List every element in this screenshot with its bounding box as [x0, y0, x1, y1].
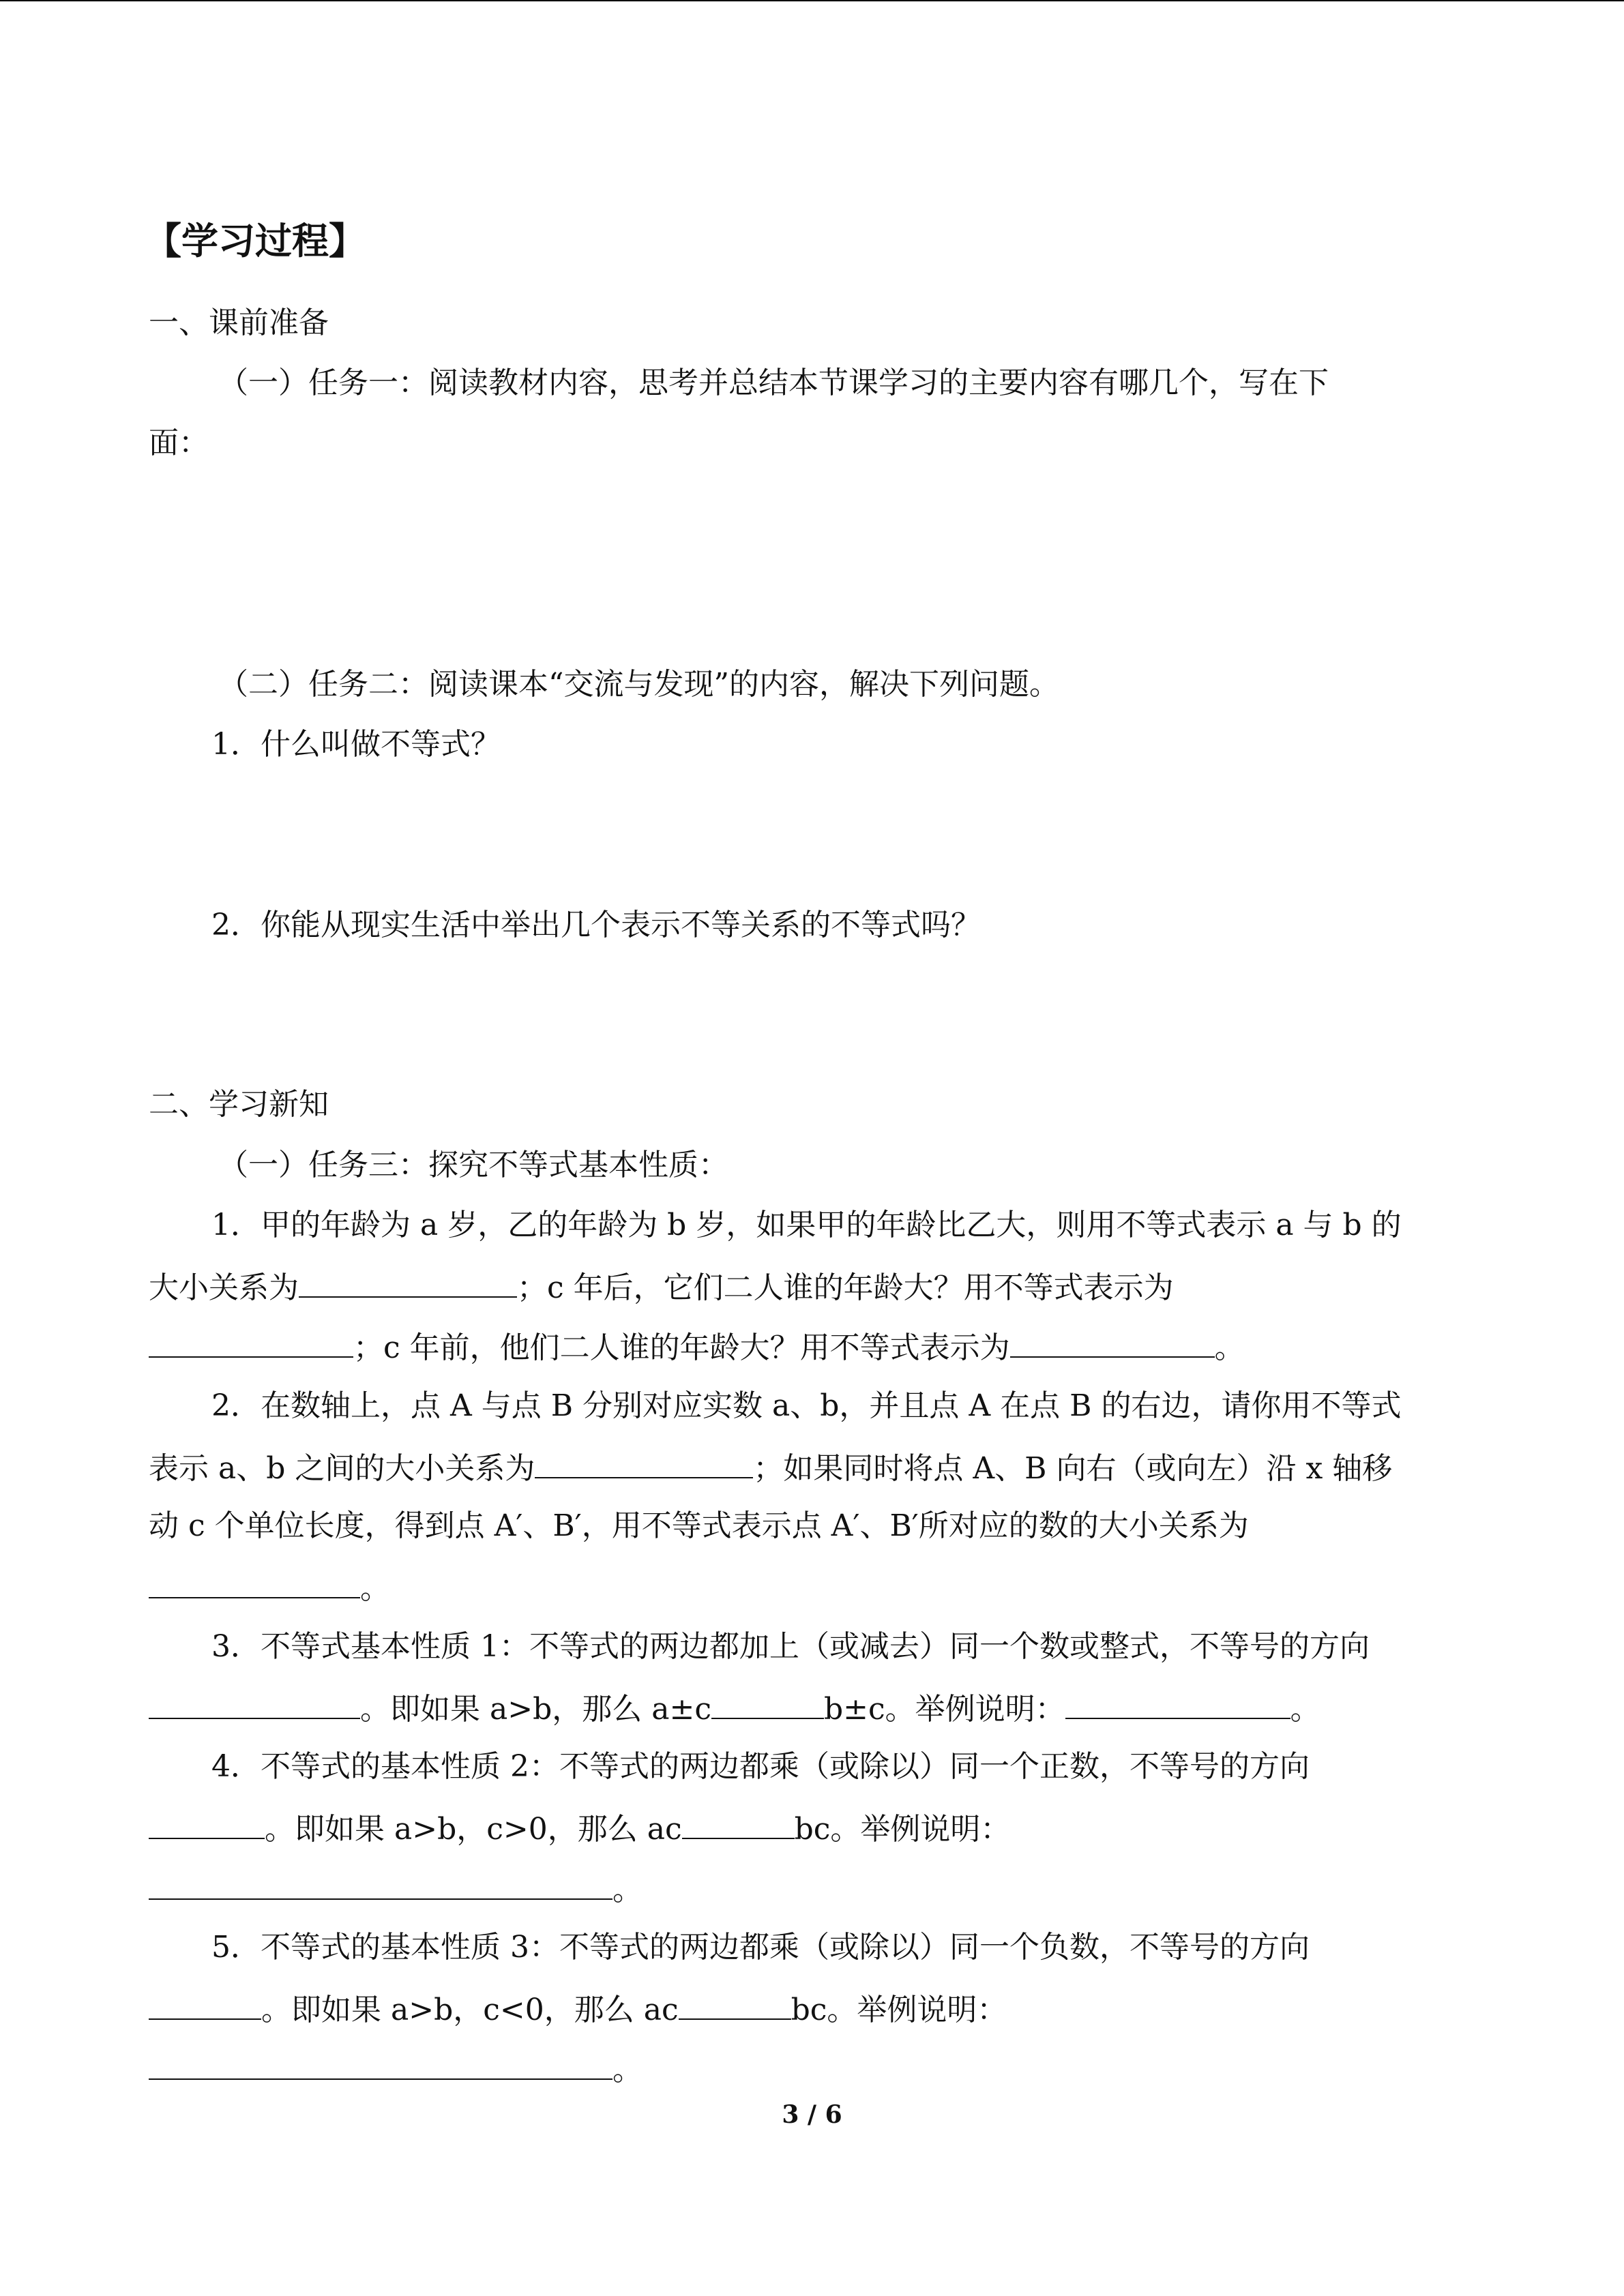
section2-title: 二、学习新知 [149, 1087, 329, 1122]
answer-blank[interactable] [149, 1806, 265, 1839]
item2-line4 [149, 1566, 390, 1609]
page-number: 3 / 6 [782, 2100, 842, 2129]
item5-text-c: 。 [612, 2053, 643, 2087]
item4-line2 [149, 1806, 1010, 1850]
answer-blank[interactable] [535, 1446, 753, 1478]
item3-text-a: 。即如果 a>b，那么 a±c [360, 1692, 711, 1727]
answer-blank[interactable] [299, 1265, 517, 1298]
answer-blank[interactable] [1065, 1686, 1290, 1719]
page-heading: 【学习过程】 [145, 219, 366, 263]
item5-line2 [149, 1987, 1007, 2031]
answer-blank[interactable] [711, 1686, 824, 1719]
item5-text-b: bc。举例说明： [791, 1993, 1007, 2027]
answer-blank[interactable] [149, 2047, 612, 2080]
item4-text-b: bc。举例说明： [794, 1812, 1011, 1847]
task1-text-line2: 面： [149, 426, 209, 460]
item2-line3: 动 c 个单位长度，得到点 A′、B′，用不等式表示点 A′、B′所对应的数的大小关系为 [149, 1508, 1249, 1543]
item1-text-a: 大小关系为 [149, 1270, 299, 1305]
task2-text: （二）任务二：阅读课本“交流与发现”的内容，解决下列问题。 [218, 667, 1059, 702]
answer-blank[interactable] [149, 1987, 261, 2020]
item2-line2 [149, 1446, 1392, 1489]
item4-line1: 4．不等式的基本性质 2：不等式的两边都乘（或除以）同一个正数，不等号的方向 [211, 1749, 1310, 1784]
item1-text-b: ；c 年后，它们二人谁的年龄大？用不等式表示为 [517, 1270, 1174, 1305]
answer-blank[interactable] [149, 1686, 360, 1719]
section1-title: 一、课前准备 [149, 305, 329, 340]
item3-line1: 3．不等式基本性质 1：不等式的两边都加上（或减去）同一个数或整式，不等号的方向 [211, 1629, 1370, 1664]
item2-text-b: ；如果同时将点 A、B 向右（或向左）沿 x 轴移 [753, 1451, 1393, 1486]
item5-line3 [149, 2047, 643, 2091]
item3-text-c: 。 [1290, 1692, 1320, 1727]
item1-line2 [149, 1265, 1174, 1309]
item1-text-d: 。 [1214, 1330, 1245, 1365]
item2-text-a: 表示 a、b 之间的大小关系为 [149, 1451, 535, 1486]
answer-blank[interactable] [682, 1806, 795, 1839]
item4-text-c: 。 [612, 1873, 643, 1907]
item3-line2 [149, 1686, 1320, 1730]
answer-blank[interactable] [149, 1867, 612, 1900]
item3-text-b: b±c。举例说明： [823, 1692, 1065, 1727]
item2-line1: 2．在数轴上，点 A 与点 B 分别对应实数 a、b，并且点 A 在点 B 的右边，请你用不等式 [211, 1388, 1402, 1423]
item1-line1: 1．甲的年龄为 a 岁，乙的年龄为 b 岁，如果甲的年龄比乙大，则用不等式表示 a 与 b 的 [211, 1208, 1402, 1242]
item4-text-a: 。即如果 a>b，c>0，那么 ac [265, 1812, 682, 1847]
answer-blank[interactable] [1010, 1325, 1215, 1358]
item4-line3 [149, 1867, 643, 1911]
item5-text-a: 。即如果 a>b，c<0，那么 ac [261, 1993, 679, 2027]
item5-line1: 5．不等式的基本性质 3：不等式的两边都乘（或除以）同一个负数，不等号的方向 [211, 1930, 1310, 1965]
item1-line3 [149, 1325, 1245, 1369]
answer-blank[interactable] [149, 1325, 353, 1358]
answer-blank[interactable] [149, 1566, 360, 1598]
task1-text-line1: （一）任务一：阅读教材内容，思考并总结本节课学习的主要内容有哪几个，写在下 [218, 366, 1329, 400]
answer-blank[interactable] [679, 1987, 791, 2020]
item1-text-c: ；c 年前，他们二人谁的年龄大？用不等式表示为 [353, 1330, 1010, 1365]
task3-text: （一）任务三：探究不等式基本性质： [218, 1148, 728, 1182]
item2-text-c: 。 [360, 1571, 390, 1606]
question-1: 1．什么叫做不等式？ [211, 727, 501, 762]
question-2: 2．你能从现实生活中举出几个表示不等关系的不等式吗？ [211, 908, 981, 942]
